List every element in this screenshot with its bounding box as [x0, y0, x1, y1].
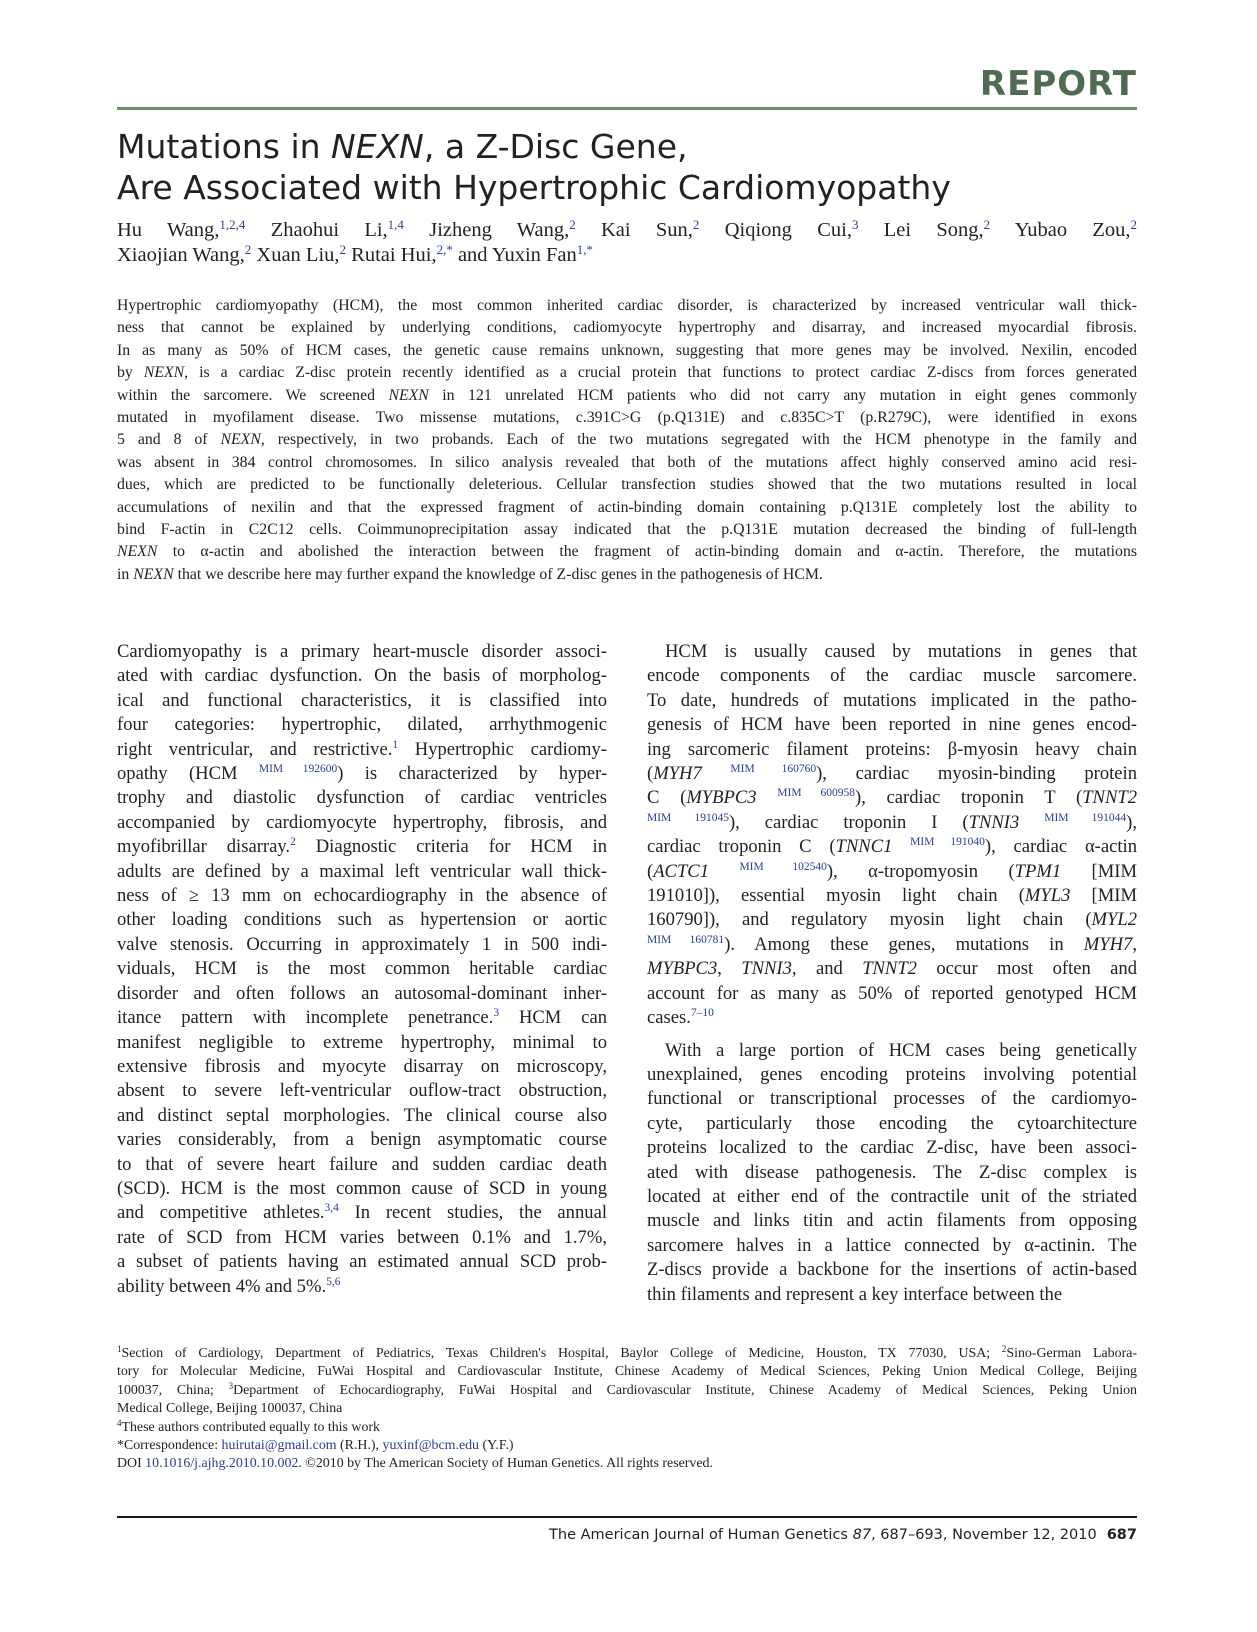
abstract-line: was absent in 384 control chromosomes. In silico analysis revealed that both of the mutations affect highly conserved amino acid resi-	[117, 453, 1137, 471]
author: Qiqiong Cui,$^3$	[724, 217, 859, 241]
footnote-line: Medical College, Beijing 100037, China	[117, 1401, 343, 1417]
body-line: Cardiomyopathy is a primary heart-muscle disorder associ-	[117, 641, 607, 662]
body-line: With a large portion of HCM cases being genetically	[665, 1039, 1137, 1061]
body-line: ical and functional characteristics, it is classified into	[117, 689, 607, 711]
body-line: thin filaments and represent a key interface between the	[647, 1283, 1063, 1305]
footnote-line: $^1$Section of Cardiology, Department of Pediatrics, Texas Children's Hospital, Baylor College of Medicine, Houston, TX 77030, USA; $^2$Sino-German Labora-	[117, 1344, 1137, 1361]
body-line: ness of ≥ 13 mm on echocardiography in the absence of	[117, 885, 607, 907]
body-line: opathy (HCM $^{MIM 192600}$) is characterized by hyper-	[117, 763, 608, 785]
footnote-line: tory for Molecular Medicine, FuWai Hospital and Cardiovascular Institute, Chinese Academy of Medical Sciences, Peking Union Medical College, Beijing	[117, 1364, 1137, 1380]
abstract-line: In as many as 50% of HCM cases, the genetic cause remains unknown, suggesting that more genes may be involved. Nexilin, encoded	[117, 341, 1137, 359]
citation-link[interactable]: 3,4	[324, 1202, 339, 1215]
author-affiliation[interactable]: 2	[1130, 217, 1138, 232]
citation-link[interactable]: MIM 191045	[647, 811, 729, 824]
body-line: (MYH7 $^{MIM 160760}$), cardiac myosin-binding protein	[647, 763, 1137, 785]
footnote-line: 100037, China; $^3$Department of Echocardiography, FuWai Hospital and Cardiovascular Institute, Chinese Academy of Medical Sciences, Peking Union	[117, 1380, 1137, 1398]
email-link[interactable]: huirutai@gmail.com	[221, 1438, 337, 1454]
author-affiliation[interactable]: 2,*	[436, 242, 453, 257]
title-gene: NEXN	[331, 127, 424, 166]
citation-link[interactable]: MIM 160760	[730, 763, 817, 776]
abstract-line: within the sarcomere. We screened NEXN in 121 unrelated HCM patients who did not carry any mutation in eight genes commonly	[117, 386, 1138, 404]
author: and Yuxin Fan$^{1,*}$	[457, 242, 594, 266]
body-line: and competitive athletes.$^{3,4}$ In recent studies, the annual	[117, 1202, 607, 1224]
author: Yubao Zou,$^2$	[1014, 217, 1138, 241]
footnotes	[117, 1345, 1137, 1474]
body-line: valve stenosis. Occurring in approximately 1 in 500 indi-	[117, 933, 607, 955]
body-line: (ACTC1 $^{MIM 102540}$), α-tropomyosin (TPM1 [MIM	[647, 860, 1137, 882]
citation-link[interactable]: MIM 191040	[910, 836, 985, 849]
body-line: located at either end of the contractile unit of the striated	[647, 1185, 1137, 1207]
citation-link[interactable]: MIM 160781	[647, 933, 725, 946]
body-line: cases.$^{7-10}$	[647, 1007, 714, 1029]
author-line	[117, 218, 1137, 243]
body-line: other loading conditions such as hypertension or aortic	[117, 909, 607, 931]
footnote-equal-contribution: $^4$These authors contributed equally to this work	[117, 1417, 380, 1435]
correspondence: *Correspondence: huirutai@gmail.com (R.H.), yuxinf@bcm.edu (Y.F.)	[117, 1438, 514, 1454]
citation-link[interactable]: 7–10	[690, 1007, 714, 1020]
body-line: to that of severe heart failure and sudden cardiac death	[117, 1153, 607, 1175]
body-line: extensive fibrosis and myocyte disarray on microscopy,	[117, 1055, 607, 1077]
citation-link[interactable]: MIM 600958	[777, 787, 855, 800]
email-link[interactable]: yuxinf@bcm.edu	[382, 1438, 480, 1454]
body-line: right ventricular, and restrictive.$^1$ Hypertrophic cardiomy-	[117, 738, 607, 760]
body-line: itance pattern with incomplete penetrance.$^3$ HCM can	[117, 1007, 607, 1029]
body-line: encode components of the cardiac muscle sarcomere.	[647, 665, 1137, 687]
doi-line: DOI 10.1016/j.ajhg.2010.10.002. ©2010 by The American Society of Human Genetics. All rights reserved.	[117, 1456, 713, 1472]
body-line: and distinct septal morphologies. The clinical course also	[117, 1104, 607, 1126]
title-line-1: Mutations in NEXN, a Z-Disc Gene,	[117, 127, 688, 166]
author-affiliation[interactable]: 2	[244, 242, 252, 257]
body-line: sarcomere halves in a lattice connected by α-actinin. The	[647, 1234, 1137, 1256]
body-line: adults are defined by a maximal left ventricular wall thick-	[117, 860, 607, 882]
citation-link[interactable]: 1	[392, 738, 399, 751]
body-line: ability between 4% and 5%.$^{5,6}$	[117, 1275, 341, 1297]
body-line: absent to severe left-ventricular ouflow-tract obstruction,	[117, 1080, 607, 1102]
page-number: 687	[1106, 1527, 1137, 1543]
author-affiliation[interactable]: 2	[339, 242, 347, 257]
abstract-line: accumulations of nexilin and that the expressed fragment of actin-binding domain containing p.Q131E completely lost the ability to	[117, 498, 1137, 516]
author: Lei Song,$^2$	[883, 217, 991, 241]
citation-link[interactable]: 3	[493, 1007, 500, 1020]
body-line: MYBPC3, TNNI3, and TNNT2 occur most often and	[647, 958, 1138, 980]
abstract-line: mutated in myofilament disease. Two missense mutations, c.391C>G (p.Q131E) and c.835C>T (p.R279C), were identified in exons	[117, 409, 1137, 427]
article-title	[117, 126, 1137, 208]
body-line: viduals, HCM is the most common heritable cardiac	[117, 958, 607, 980]
body-line: account for as many as 50% of reported genotyped HCM	[647, 982, 1137, 1004]
author-affiliation[interactable]: 1,2,4	[219, 217, 246, 232]
body-line: a subset of patients having an estimated annual SCD prob-	[117, 1251, 607, 1273]
author-line	[117, 243, 1137, 268]
author-affiliation[interactable]: 3	[851, 217, 859, 232]
journal-footer: The American Journal of Human Genetics 87, 687–693, November 12, 2010 687	[549, 1527, 1137, 1543]
abstract-line: by NEXN, is a cardiac Z-disc protein recently identified as a crucial protein that functions to protect cardiac Z-discs from forces generated	[117, 364, 1137, 382]
body-line: rate of SCD from HCM varies between 0.1% and 1.7%,	[117, 1226, 607, 1248]
abstract-line: in NEXN that we describe here may further expand the knowledge of Z-disc genes in the pathogenesis of HCM.	[117, 565, 823, 583]
body-line: functional or transcriptional processes of the cardiomyo-	[647, 1088, 1137, 1110]
body-line: 191010]), essential myosin light chain (MYL3 [MIM	[647, 885, 1137, 907]
abstract-line: bind F-actin in C2C12 cells. Coimmunoprecipitation assay indicated that the p.Q131E mutation decreased the binding of full-length	[117, 521, 1137, 539]
body-line: cardiac troponin C (TNNC1 $^{MIM 191040}$), cardiac α-actin	[647, 836, 1138, 858]
body-line: $^{MIM 191045}$), cardiac troponin I (TNNI3 $^{MIM 191044}$),	[647, 811, 1138, 833]
body-line: four categories: hypertrophic, dilated, arrhythmogenic	[117, 714, 607, 736]
author-affiliation[interactable]: 1,4	[387, 217, 404, 232]
volume: 87	[852, 1527, 872, 1543]
doi-link[interactable]: 10.1016/j.ajhg.2010.10.002	[145, 1456, 299, 1472]
body-line: Z-discs provide a backbone for the insertions of actin-based	[647, 1259, 1137, 1281]
abstract-line: NEXN to α-actin and abolished the interaction between the fragment of actin-binding domain and α-actin. Therefore, the mutations	[117, 543, 1137, 561]
body-line: proteins localized to the cardiac Z-disc, have been associ-	[647, 1137, 1137, 1159]
body-line: ated with disease pathogenesis. The Z-disc complex is	[647, 1161, 1137, 1183]
abstract-line: ness that cannot be explained by underlying conditions, cadiomyocyte hypertrophy and disarray, and increased myocardial fibrosis.	[117, 319, 1137, 337]
author: Hu Wang,$^{1,2,4}$	[117, 217, 246, 241]
citation-link[interactable]: MIM 191044	[1044, 811, 1127, 824]
body-line: myofibrillar disarray.$^2$ Diagnostic criteria for HCM in	[117, 836, 607, 858]
body-line: trophy and diastolic dysfunction of cardiac ventricles	[117, 787, 607, 809]
citation-link[interactable]: MIM 192600	[258, 763, 338, 776]
author: Jizheng Wang,$^2$	[429, 217, 576, 241]
citation-link[interactable]: 5,6	[326, 1275, 341, 1288]
author: Rutai Hui,$^{2,*}$	[351, 242, 453, 266]
author-affiliation[interactable]: 2	[569, 217, 576, 232]
body-line: ing sarcomeric filament proteins: β-myosin heavy chain	[647, 738, 1137, 760]
body-line: HCM is usually caused by mutations in genes that	[665, 641, 1137, 662]
author-affiliation[interactable]: 2	[983, 217, 991, 232]
title-line-2: Are Associated with Hypertrophic Cardiomyopathy	[117, 168, 951, 207]
section-label: REPORT	[979, 64, 1137, 104]
body-line: genesis of HCM have been reported in nine genes encod-	[647, 714, 1137, 736]
body-column-right	[647, 640, 1137, 1307]
body-line: unexplained, genes encoding proteins involving potential	[647, 1063, 1137, 1085]
body-line: muscle and links titin and actin filaments from opposing	[647, 1210, 1137, 1232]
author: Xiaojian Wang,$^2$	[117, 242, 252, 266]
body-line: (SCD). HCM is the most common cause of SCD in young	[117, 1177, 607, 1199]
body-line: $^{MIM 160781}$). Among these genes, mutations in MYH7,	[647, 933, 1138, 955]
body-line: cyte, particularly those encoding the cytoarchitecture	[647, 1112, 1137, 1134]
header-rule	[117, 107, 1137, 110]
abstract-line: Hypertrophic cardiomyopathy (HCM), the most common inherited cardiac disorder, is characterized by increased ventricular wall thick-	[117, 297, 1137, 314]
abstract-line: dues, which are predicted to be functionally deleterious. Cellular transfection studies showed that the two mutations resulted in local	[117, 476, 1137, 494]
author-list	[117, 218, 1137, 268]
author: Zhaohui Li,$^{1,4}$	[270, 217, 404, 241]
body-line: accompanied by cardiomyocyte hypertrophy, fibrosis, and	[117, 811, 607, 833]
author: Kai Sun,$^2$	[601, 217, 700, 241]
body-line: 160790]), and regulatory myosin light chain (MYL2	[647, 909, 1137, 931]
body-line: varies considerably, from a benign asymptomatic course	[117, 1129, 607, 1151]
author-affiliation[interactable]: 1,*	[576, 242, 594, 257]
body-line: ated with cardiac dysfunction. On the basis of morpholog-	[117, 665, 607, 687]
citation-link[interactable]: 2	[290, 836, 296, 849]
body-line: To date, hundreds of mutations implicated in the patho-	[647, 689, 1137, 711]
abstract-line: 5 and 8 of NEXN, respectively, in two probands. Each of the two mutations segregated with the HCM phenotype in the family and	[117, 431, 1137, 449]
body-line: manifest negligible to extreme hypertrophy, minimal to	[117, 1031, 607, 1053]
body-line: disorder and often follows an autosomal-dominant inher-	[117, 982, 607, 1004]
abstract	[117, 295, 1137, 586]
author: Xuan Liu,$^2$	[256, 242, 347, 266]
citation-link[interactable]: MIM 102540	[739, 860, 827, 873]
author-affiliation[interactable]: 2	[692, 217, 700, 232]
body-line: C (MYBPC3 $^{MIM 600958}$), cardiac troponin T (TNNT2	[647, 787, 1138, 809]
body-column-left	[117, 640, 607, 1299]
footer-rule	[117, 1516, 1137, 1518]
